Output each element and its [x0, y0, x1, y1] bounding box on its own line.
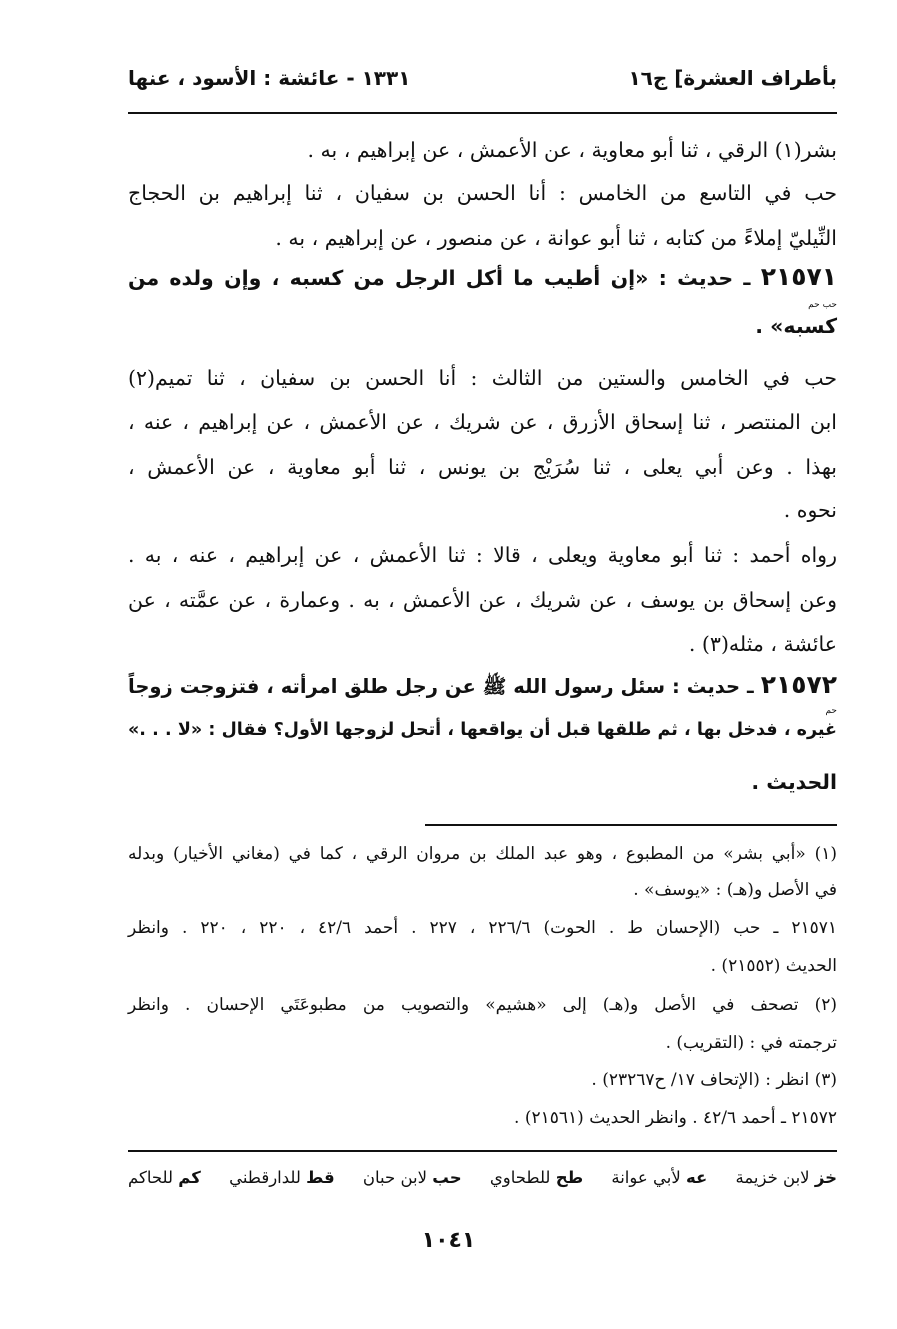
footnote-line: (٢) تصحف في الأصل و(هـ) إلى «هشيم» والتصويب من مطبوعَتَي الإحسان . وانظر	[128, 995, 837, 1015]
source-marker: حم	[825, 706, 837, 716]
hadith-number: ٢١٥٧٢	[760, 670, 837, 699]
text-line: النِّيليّ إملاءً من كتابه ، ثنا أبو عوانة ، عن منصور ، عن إبراهيم ، به .	[275, 226, 837, 250]
hadith-number: ٢١٥٧١	[760, 262, 837, 291]
abbreviations-legend	[128, 1168, 837, 1187]
text-line: حب في التاسع من الخامس : أنا الحسن بن سفيان ، ثنا إبراهيم بن الحجاج	[128, 181, 837, 205]
footnote-line: ٢١٥٧٢ ـ أحمد ٤٢/٦ . وانظر الحديث (٢١٥٦١) .	[514, 1108, 837, 1128]
source-marker: حب حم	[808, 300, 837, 310]
text-line: بهذا . وعن أبي يعلى ، ثنا سُرَيْج بن يونس ، ثنا أبو معاوية ، عن الأعمش ،	[128, 455, 837, 479]
text-line: ابن المنتصر ، ثنا إسحاق الأزرق ، عن شريك ، عن الأعمش ، عن إبراهيم ، عنه ،	[128, 410, 837, 434]
page-number: ١٠٤١	[421, 1228, 476, 1253]
hadith-text-line: غيره ، فدخل بها ، ثم طلقها قبل أن يواقعها ، أتحل لزوجها الأول؟ فقال : «لا . . .»	[128, 720, 837, 740]
abbreviation-item: كم للحاكم	[128, 1168, 201, 1187]
text-line: بشر(١) الرقي ، ثنا أبو معاوية ، عن الأعمش ، عن إبراهيم ، به .	[307, 138, 837, 162]
hadith-text-end: الحديث .	[751, 770, 837, 794]
text-line: حب في الخامس والستين من الثالث : أنا الحسن بن سفيان ، ثنا تميم(٢)	[128, 366, 837, 390]
hadith-text-end: كسبه» .	[755, 314, 837, 338]
hadith-heading	[128, 262, 837, 292]
hadith-heading	[128, 670, 837, 700]
text-line: رواه أحمد : ثنا أبو معاوية ويعلى ، قالا : ثنا الأعمش ، عن إبراهيم ، عنه ، به .	[128, 543, 837, 567]
text-line: عائشة ، مثله(٣) .	[688, 632, 837, 656]
footnote-line: ترجمته في : (التقريب) .	[665, 1033, 837, 1053]
footnote-rule	[425, 824, 837, 826]
hadith-text: ـ حديث : سئل رسول الله ﷺ عن رجل طلق امرأته ، فتزوجت زوجاً	[128, 675, 754, 698]
abbreviation-item: خز لابن خزيمة	[735, 1168, 837, 1187]
abbreviation-item: طح للطحاوي	[489, 1168, 584, 1187]
hadith-text: ـ حديث : «إن أطيب ما أكل الرجل من كسبه ، وإن ولده من	[128, 266, 751, 290]
text-line: وعن إسحاق بن يوسف ، عن شريك ، عن الأعمش ، به . وعمارة ، عن عمَّته ، عن	[128, 588, 837, 612]
header-rule	[128, 112, 837, 114]
header-book-title: بأطراف العشرة] ج١٦	[628, 66, 837, 90]
abbreviation-item: حب لابن حبان	[362, 1168, 462, 1187]
text-line: نحوه .	[783, 498, 837, 522]
abbreviation-item: عه لأبي عوانة	[611, 1168, 708, 1187]
footnote-line: الحديث (٢١٥٥٢) .	[710, 956, 837, 976]
running-header	[128, 60, 837, 96]
header-section-title: ١٣٣١ - عائشة : الأسود ، عنها	[128, 66, 411, 90]
abbreviation-item: قط للدارقطني	[229, 1168, 335, 1187]
footnote-line: ٢١٥٧١ ـ حب (الإحسان ط . الحوت) ٢٢٦/٦ ، ٢٢٧ . أحمد ٤٢/٦ ، ٢٢٠ ، ٢٢٠ . وانظر	[128, 918, 838, 938]
abbreviations-rule	[128, 1150, 837, 1152]
footnote-line: (٣) انظر : (الإتحاف ١٧/ ح٢٣٢٦٧) .	[591, 1070, 837, 1090]
footnote-line: في الأصل و(هـ) : «يوسف» .	[633, 880, 837, 900]
footnote-line: (١) «أبي بشر» من المطبوع ، وهو عبد الملك بن مروان الرقي ، كما في (مغاني الأخيار) وبدله	[128, 844, 837, 864]
